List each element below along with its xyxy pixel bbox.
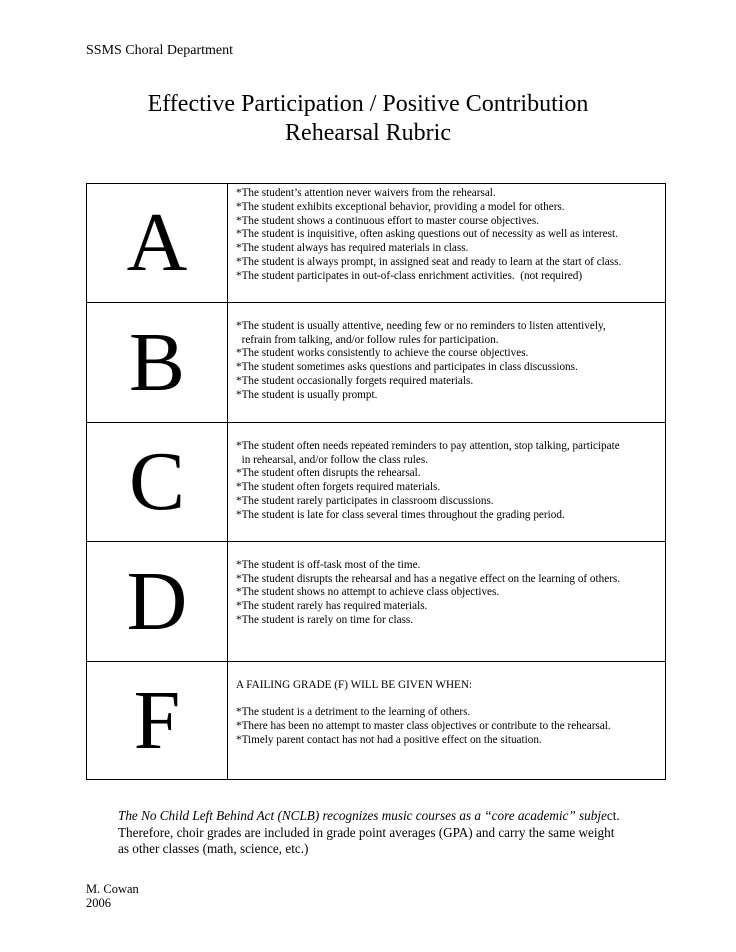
note-line-3: as other classes (math, science, etc.): [118, 841, 309, 856]
criterion-item: *The student is always prompt, in assigned seat and ready to learn at the start of class.: [236, 255, 622, 268]
criterion-item: *The student is off-task most of the time.: [236, 558, 421, 571]
criterion-item: *The student often needs repeated reminders to pay attention, stop talking, participate: [236, 439, 620, 452]
criteria-cell: [228, 662, 666, 780]
criterion-item: A FAILING GRADE (F) WILL BE GIVEN WHEN:: [236, 678, 473, 691]
author-name: M. Cowan: [86, 882, 139, 896]
department-header: SSMS Choral Department: [86, 43, 233, 58]
criterion-item: *There has been no attempt to master class objectives or contribute to the rehearsal.: [236, 720, 611, 733]
criterion-item: *The student is usually attentive, needing few or no reminders to listen attentively,: [236, 319, 606, 332]
criteria-cell: [228, 303, 666, 423]
criteria-list: [228, 184, 665, 284]
title-line-2: Rehearsal Rubric: [285, 120, 451, 146]
title-line-1: Effective Participation / Positive Contribution: [147, 91, 589, 117]
criteria-list: [228, 662, 665, 748]
criterion-item: *The student occasionally forgets required materials.: [236, 374, 474, 387]
criterion-item: *The student is a detriment to the learning of others.: [236, 706, 471, 719]
criterion-item: *The student rarely participates in classroom discussions.: [236, 494, 494, 507]
criterion-item: *The student is late for class several times throughout the grading period.: [236, 508, 565, 521]
grade-cell: [87, 542, 228, 662]
note-normal-text: ct.: [606, 808, 620, 823]
grade-letter: C: [128, 435, 186, 528]
criterion-item: *The student rarely has required materials.: [236, 600, 428, 613]
criterion-item: *The student participates in out-of-class enrichment activities. (not required): [236, 269, 583, 282]
criterion-item: [236, 693, 659, 707]
note-line-1: [118, 808, 678, 825]
criteria-cell: [228, 184, 666, 303]
grade-cell: [87, 423, 228, 542]
criterion-item: *Timely parent contact has not had a positive effect on the situation.: [236, 733, 542, 746]
rubric-row: [87, 423, 666, 542]
criterion-item: [236, 545, 659, 559]
grade-letter: B: [128, 315, 186, 409]
rubric-row: [87, 662, 666, 780]
criteria-list: [228, 303, 665, 403]
criterion-item: *The student is usually prompt.: [236, 388, 378, 401]
criterion-item: refrain from talking, and/or follow rules for participation.: [236, 333, 499, 346]
criterion-item: *The student shows no attempt to achieve class objectives.: [236, 586, 500, 599]
criterion-item: *The student often disrupts the rehearsal.: [236, 467, 421, 480]
nclb-note: [118, 808, 678, 858]
author-year: 2006: [86, 896, 111, 910]
criteria-cell: [228, 542, 666, 662]
grade-cell: [87, 662, 228, 780]
criteria-cell: [228, 423, 666, 542]
criterion-item: *The student is rarely on time for class.: [236, 613, 414, 626]
criterion-item: *The student shows a continuous effort to master course objectives.: [236, 214, 540, 227]
rubric-table: [86, 183, 666, 780]
rubric-row: [87, 184, 666, 303]
criterion-item: [236, 426, 659, 440]
criterion-item: *The student exhibits exceptional behavior, providing a model for others.: [236, 200, 565, 213]
criterion-item: [236, 306, 659, 320]
criterion-item: *The student always has required materials in class.: [236, 242, 469, 255]
note-italic-text: The No Child Left Behind Act (NCLB) recognizes music courses as a “core academic” subje: [118, 808, 607, 823]
note-line-2: Therefore, choir grades are included in grade point averages (GPA) and carry the same weight: [118, 824, 615, 840]
rubric-row: [87, 542, 666, 662]
criterion-item: *The student is inquisitive, often asking questions out of necessity as well as interest.: [236, 228, 618, 241]
grade-letter: F: [133, 673, 181, 767]
criterion-item: *The student works consistently to achieve the course objectives.: [236, 347, 529, 360]
page-title: [0, 90, 736, 148]
criterion-item: *The student often forgets required materials.: [236, 481, 441, 494]
criteria-list: [228, 542, 665, 628]
criterion-item: *The student sometimes asks questions and participates in class discussions.: [236, 361, 578, 374]
criterion-item: in rehearsal, and/or follow the class rules.: [236, 453, 428, 466]
signature: [86, 882, 139, 910]
grade-cell: [87, 303, 228, 423]
grade-letter: A: [126, 196, 188, 289]
criterion-item: [236, 665, 659, 679]
grade-cell: [87, 184, 228, 303]
grade-letter: D: [126, 554, 188, 648]
criterion-item: *The student’s attention never waivers from the rehearsal.: [236, 187, 496, 199]
rubric-row: [87, 303, 666, 423]
criteria-list: [228, 423, 665, 523]
criterion-item: *The student disrupts the rehearsal and has a negative effect on the learning of others.: [236, 572, 621, 585]
